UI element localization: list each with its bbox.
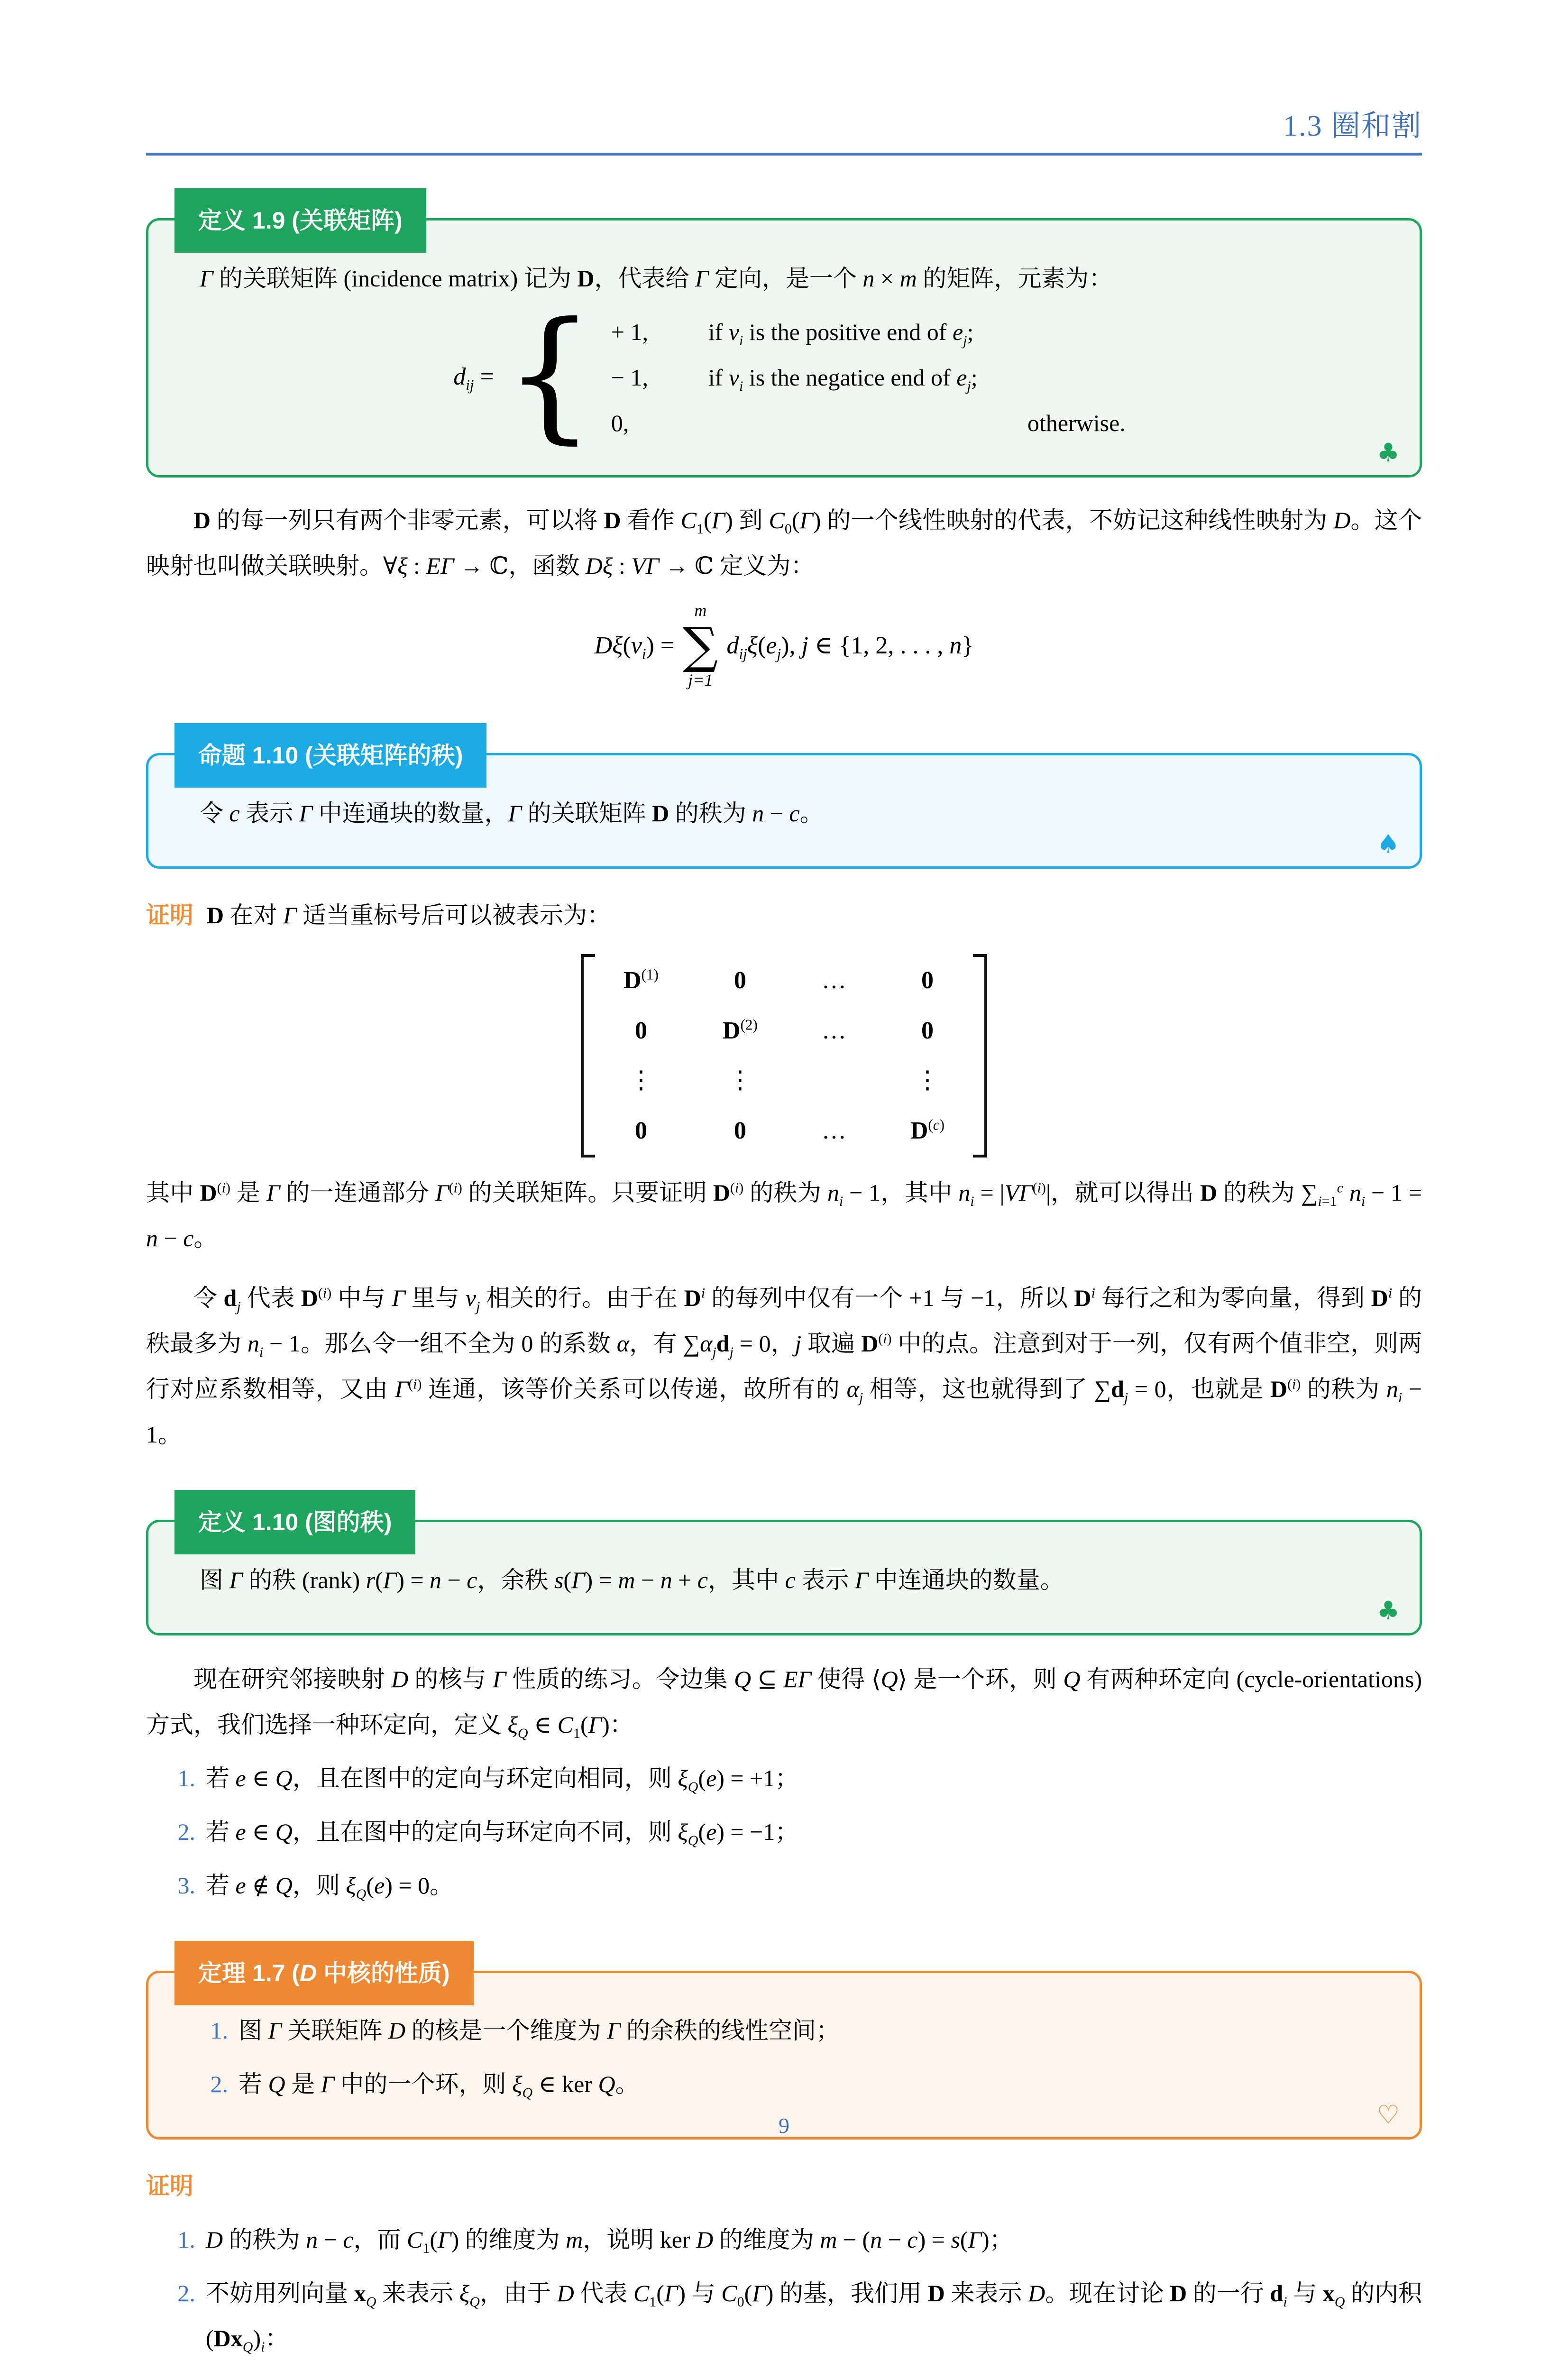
list-item-number: 1. xyxy=(177,2226,195,2253)
list-item xyxy=(146,2271,1422,2361)
case-condition: if $v_i$ is the positive end of $e_j$; xyxy=(708,318,974,349)
matrix-cell: $D^{(1)}$ xyxy=(623,966,659,994)
matrix-left-bracket xyxy=(581,954,595,1158)
proof-intro-text: D 在对 Γ 适当重标号后可以被表示为： xyxy=(207,901,611,928)
page-number: 9 xyxy=(779,2113,789,2138)
cycle-orientation-list xyxy=(146,1756,1422,1908)
proof-label: 证明 xyxy=(146,2173,193,2200)
proof-intro-line xyxy=(146,892,1422,938)
list-item-text: 若 e ∈ Q，且在图中的定向与环定向相同，则 $\xi_Q(e) = +1$； xyxy=(206,1765,799,1795)
matrix-cell: 0 xyxy=(634,1117,647,1145)
definition-box-incidence-matrix xyxy=(146,207,1422,478)
matrix-cell: 0 xyxy=(921,1017,934,1044)
incidence-map-equation xyxy=(146,601,1422,690)
case-value: 0, xyxy=(611,409,629,436)
list-item xyxy=(146,1863,1422,1908)
proof-paragraph-2: 令 $d_j$ 代表 $D^{(i)}$ 中与 Γ 里与 $v_j$ 相关的行。由于在 $D^i$ 的每列中仅有一个 +1 与 −1，所以 $D^i$ 每行之和为零向量，得到 $D^i$ 的秩最多为 $n_i - 1$。那么令一组不全为 0 的系数 α，有 $\sum\alpha_jd_j = 0$，j 取遍 $D^{(i)}$ 中的点。注意到对于一列，仅有两个值非空，则两行对应系数相等，又由 $\Gamma^{(i)}$ 连通，该等价关系可以传递，故所有的 $\alpha_j$ 相等，这也就得到了 $\sum d_j = 0$，也就是 $D^{(i)}$ 的秩为 $n_i - 1$。 xyxy=(146,1285,1422,1448)
definition-box-title: 定义 1.10 (图的秩) xyxy=(174,1490,415,1554)
matrix-cell: … xyxy=(821,966,846,994)
proposition-body-text: 令 c 表示 Γ 中连通块的数量，Γ 的关联矩阵 D 的秩为 n − c。 xyxy=(200,799,824,827)
matrix-cell: $D^{(2)}$ xyxy=(722,1016,758,1044)
list-item-text: 不妨用列向量 $x_Q$ 来表示 $\xi_Q$，由于 D 代表 $C_1(\Gamma)$ 与 $C_0(\Gamma)$ 的基，我们用 D 来表示 D。现在讨论 D 的一行 $d_i$ 与 $x_Q$ 的内积 $(Dx_Q)_i$： xyxy=(206,2280,1422,2355)
proof-heading xyxy=(146,2163,1422,2209)
incidence-entry-equation xyxy=(200,292,1379,457)
section-heading: 1.3 圈和割 xyxy=(1283,110,1422,142)
list-item xyxy=(200,2008,1379,2053)
matrix-cell: 0 xyxy=(634,1017,647,1044)
case-condition: otherwise. xyxy=(1027,409,1126,436)
definition-intro-text: Γ 的关联矩阵 (incidence matrix) 记为 D，代表给 Γ 定向，是一个 n × m 的矩阵，元素为： xyxy=(200,265,1113,292)
matrix-right-bracket xyxy=(973,954,987,1158)
list-item-number: 1. xyxy=(177,1765,195,1792)
matrix-cell: ⋮ xyxy=(727,1067,752,1094)
theorem-box-title: 定理 1.7 (D 中核的性质) xyxy=(174,1941,474,2005)
matrix-cell: 0 xyxy=(734,1117,746,1145)
case-row xyxy=(611,363,1126,392)
list-item-number: 1. xyxy=(210,2017,228,2044)
list-item xyxy=(200,2062,1379,2107)
summation-operator xyxy=(683,601,718,690)
list-item-text: 若 e ∈ Q，且在图中的定向与环定向不同，则 $\xi_Q(e) = -1$； xyxy=(206,1819,799,1849)
cases-rows xyxy=(605,318,1126,437)
page-header xyxy=(146,0,1422,156)
list-item-number: 2. xyxy=(210,2071,228,2098)
list-item-text: D 的秩为 n − c，而 $C_1(\Gamma)$ 的维度为 m，说明 ker D 的维度为 m − (n − c) = s(Γ)； xyxy=(206,2226,1013,2257)
proposition-box-incidence-rank xyxy=(146,742,1422,869)
matrix-cell: … xyxy=(821,1017,846,1044)
case-row xyxy=(611,318,1126,349)
paragraph-incidence-map: D 的每一列只有两个非零元素，可以将 D 看作 $C_1(\Gamma)$ 到 $C_0(\Gamma)$ 的一个线性映射的代表，不妨记这种线性映射为 D。这个映射也叫做关联映射。∀ξ : EΓ → ℂ，函数 Dξ : VΓ → ℂ 定义为： xyxy=(146,507,1422,579)
equation-lhs: $d_{ij}$ = xyxy=(453,363,494,394)
list-item-text: 若 e ∉ Q，则 $\xi_Q(e) = 0$。 xyxy=(206,1872,454,1902)
case-condition: if $v_i$ is the negatice end of $e_j$; xyxy=(708,364,978,394)
block-diagonal-matrix xyxy=(146,954,1422,1158)
definition-body-text: 图 Γ 的秩 (rank) r(Γ) = n − c，余秩 s(Γ) = m − n + c，其中 c 表示 Γ 中连通块的数量。 xyxy=(200,1567,1064,1594)
club-icon: ♣ xyxy=(1376,438,1400,468)
definition-box-graph-rank xyxy=(146,1509,1422,1635)
proposition-box-title: 命题 1.10 (关联矩阵的秩) xyxy=(174,723,486,788)
proof-label: 证明 xyxy=(146,901,193,928)
matrix-cell: 0 xyxy=(921,966,934,994)
case-row xyxy=(611,409,1126,437)
matrix-cell: … xyxy=(821,1117,846,1145)
theorem-item-list xyxy=(200,2008,1379,2107)
equation-lhs: $D\xi(v_i)$ = xyxy=(594,632,675,662)
list-item-number: 2. xyxy=(177,1819,195,1846)
matrix-cell: 0 xyxy=(734,966,746,994)
list-item xyxy=(146,2217,1422,2262)
club-icon: ♣ xyxy=(1376,1596,1400,1626)
list-item xyxy=(146,1756,1422,1801)
kernel-proof-list xyxy=(146,2217,1422,2361)
heart-icon: ♡ xyxy=(1376,2100,1400,2130)
sum-upper-limit: m xyxy=(694,601,707,620)
list-item-text: 若 Q 是 Γ 中的一个环，则 $\xi_Q$ ∈ ker Q。 xyxy=(238,2071,639,2101)
list-item-number: 2. xyxy=(177,2280,195,2307)
matrix-grid xyxy=(595,954,973,1158)
header-rule xyxy=(146,153,1422,156)
equation-rhs: $d_{ij}\xi(e_j)$, j ∈ {1, 2, . . . , n} xyxy=(726,632,974,662)
matrix-cell: ⋮ xyxy=(628,1067,653,1094)
list-item xyxy=(146,1810,1422,1855)
matrix-cell: ⋮ xyxy=(915,1067,940,1094)
cases-brace: { xyxy=(504,292,595,457)
list-item-number: 3. xyxy=(177,1872,195,1899)
spade-icon: ♠ xyxy=(1376,828,1400,859)
matrix-cell: $D^{(c)}$ xyxy=(910,1116,945,1145)
list-item-text: 图 Γ 关联矩阵 D 的核是一个维度为 Γ 的余秩的线性空间； xyxy=(238,2017,840,2044)
sum-lower-limit: j=1 xyxy=(688,671,713,690)
case-value: − 1, xyxy=(611,364,648,391)
paragraph-cycle-orientation: 现在研究邻接映射 D 的核与 Γ 性质的练习。令边集 Q ⊆ EΓ 使得 ⟨Q⟩ 是一个环，则 Q 有两种环定向 (cycle-orientations) 方式，我们选择一种环定向，定义 $\xi_Q$ ∈ $C_1(\Gamma)$： xyxy=(146,1666,1422,1742)
sigma-icon: ∑ xyxy=(683,616,718,675)
definition-box-title: 定义 1.9 (关联矩阵) xyxy=(174,188,426,253)
case-value: + 1, xyxy=(611,318,648,345)
proof-paragraph-1: 其中 $D^{(i)}$ 是 Γ 的一连通部分 $\Gamma^{(i)}$ 的关联矩阵。只要证明 $D^{(i)}$ 的秩为 $n_i - 1$，其中 $n_i = |V\Gamma^{(i)}|$，就可以得出 D 的秩为 $\sum_{i=1}^c$ $n_i - 1 = n - c$。 xyxy=(146,1179,1422,1252)
